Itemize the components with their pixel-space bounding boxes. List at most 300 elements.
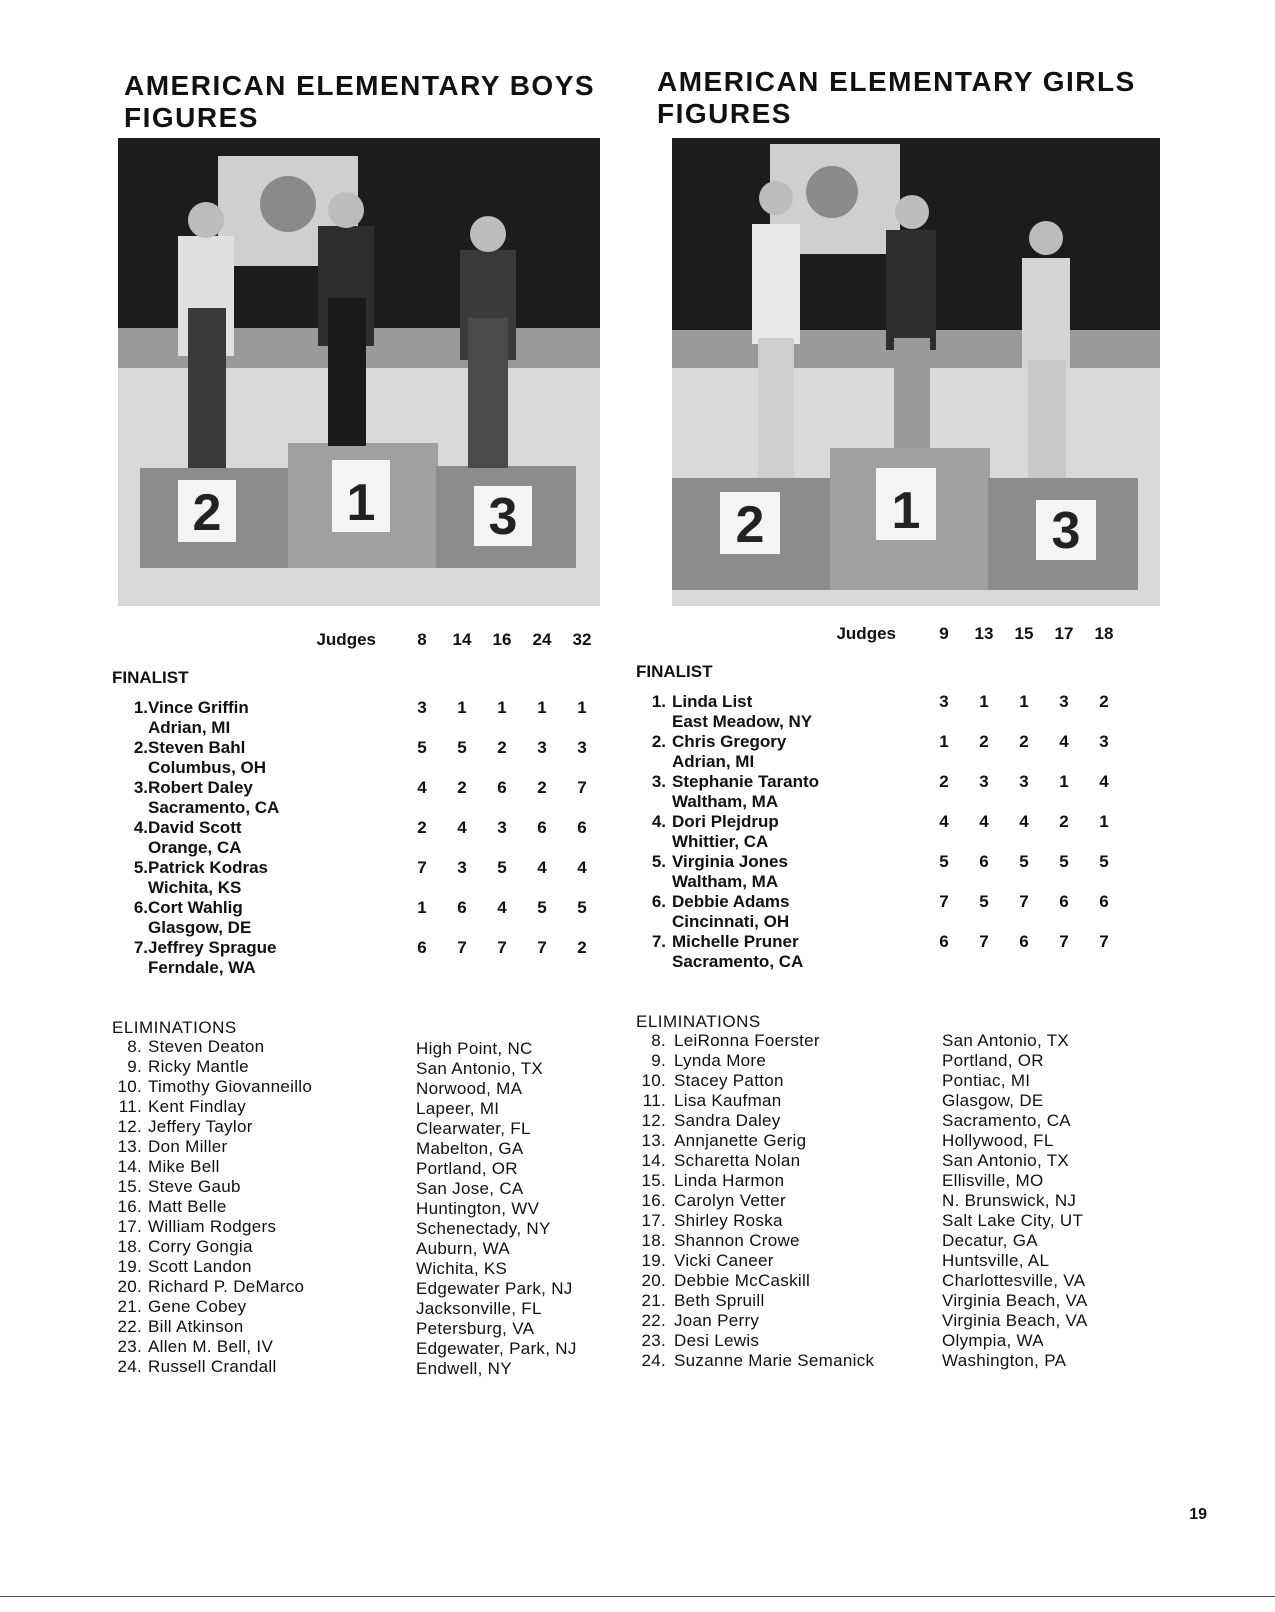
- finalist-score: 4: [537, 858, 547, 877]
- finalist-rank: 3.: [133, 778, 148, 797]
- girls-judges-row: [652, 624, 1152, 648]
- finalist-name: Patrick Kodras: [148, 858, 268, 877]
- finalist-score: 4: [1059, 732, 1069, 751]
- elimination-row: [112, 1117, 652, 1137]
- elimination-city: Huntington, WV: [416, 1199, 540, 1218]
- elimination-rank: 19.: [117, 1257, 142, 1276]
- finalist-score: 5: [1059, 852, 1069, 871]
- elimination-city: Mabelton, GA: [416, 1139, 524, 1158]
- finalist-score: 4: [1019, 812, 1029, 831]
- elimination-city: Auburn, WA: [416, 1239, 511, 1258]
- elimination-name: LeiRonna Foerster: [674, 1031, 820, 1050]
- elimination-row: [112, 1317, 652, 1337]
- girls-judge-number: 9: [939, 624, 949, 643]
- elimination-city: Pontiac, MI: [942, 1071, 1031, 1090]
- finalist-score: 3: [939, 692, 949, 711]
- finalist-city: Adrian, MI: [672, 752, 755, 771]
- girls-title-line2: FIGURES: [657, 98, 792, 129]
- elimination-city: Edgewater, Park, NJ: [416, 1339, 577, 1358]
- elimination-name: Sandra Daley: [674, 1111, 781, 1130]
- finalist-row: [652, 892, 1152, 932]
- finalist-score: 3: [1059, 692, 1069, 711]
- finalist-name: Robert Daley: [148, 778, 253, 797]
- elimination-row: [642, 1091, 1192, 1111]
- elimination-city: Decatur, GA: [942, 1231, 1038, 1250]
- elimination-rank: 23.: [117, 1337, 142, 1356]
- elimination-rank: 24.: [641, 1351, 666, 1370]
- finalist-score: 5: [497, 858, 507, 877]
- finalist-score: 6: [1019, 932, 1029, 951]
- elimination-name: William Rodgers: [148, 1217, 277, 1236]
- elimination-city: Portland, OR: [942, 1051, 1044, 1070]
- girls-podium-number-2: 2: [735, 496, 765, 554]
- finalist-score: 2: [537, 778, 547, 797]
- boys-judge-number: 24: [532, 630, 552, 649]
- elimination-name: Beth Spruill: [674, 1291, 765, 1310]
- elimination-rank: 15.: [117, 1177, 142, 1196]
- girls-eliminations-heading: ELIMINATIONS: [636, 1012, 761, 1031]
- elimination-name: Jeffery Taylor: [148, 1117, 253, 1136]
- finalist-city: Waltham, MA: [672, 792, 779, 811]
- elimination-rank: 21.: [641, 1291, 666, 1310]
- finalist-score: 7: [1019, 892, 1029, 911]
- girls-eliminations-list: [641, 1031, 1192, 1371]
- finalist-row: [652, 932, 1152, 972]
- elimination-name: Shirley Roska: [674, 1211, 783, 1230]
- elimination-rank: 19.: [641, 1251, 666, 1270]
- girls-finalist-list: [652, 692, 1152, 972]
- finalist-score: 1: [1099, 812, 1109, 831]
- finalist-city: Adrian, MI: [148, 718, 231, 737]
- finalist-rank: 4.: [651, 812, 666, 831]
- elimination-row: [112, 1157, 652, 1177]
- finalist-score: 3: [1019, 772, 1029, 791]
- finalist-score: 6: [537, 818, 547, 837]
- finalist-city: Waltham, MA: [672, 872, 779, 891]
- finalist-name: Cort Wahlig: [148, 898, 243, 917]
- elimination-rank: 17.: [641, 1211, 666, 1230]
- finalist-score: 3: [497, 818, 507, 837]
- elimination-row: [641, 1171, 1192, 1191]
- finalist-score: 7: [939, 892, 949, 911]
- finalist-row: [112, 778, 612, 818]
- elimination-rank: 10.: [117, 1077, 142, 1096]
- elimination-name: Timothy Giovanneillo: [148, 1077, 313, 1096]
- elimination-city: Sacramento, CA: [942, 1111, 1071, 1130]
- elimination-row: [641, 1311, 1192, 1331]
- finalist-score: 1: [1019, 692, 1029, 711]
- finalist-rank: 1.: [133, 698, 148, 717]
- finalist-name: Dori Plejdrup: [672, 812, 779, 831]
- boys-title: [124, 70, 595, 134]
- finalist-score: 7: [457, 938, 467, 957]
- elimination-city: Wichita, KS: [416, 1259, 508, 1278]
- elimination-rank: 22.: [641, 1311, 666, 1330]
- elimination-row: [112, 1357, 652, 1377]
- boys-eliminations-list: [112, 1037, 652, 1377]
- finalist-score: 7: [537, 938, 547, 957]
- finalist-score: 5: [1019, 852, 1029, 871]
- elimination-city: Virginia Beach, VA: [942, 1311, 1088, 1330]
- elimination-name: Ricky Mantle: [148, 1057, 249, 1076]
- finalist-city: Ferndale, WA: [148, 958, 256, 977]
- finalist-score: 1: [1059, 772, 1069, 791]
- elimination-name: Allen M. Bell, IV: [148, 1337, 274, 1356]
- girls-judge-number: 17: [1054, 624, 1074, 643]
- finalist-city: Whittier, CA: [672, 832, 769, 851]
- finalist-score: 5: [979, 892, 989, 911]
- elimination-row: [112, 1097, 652, 1117]
- elimination-city: Charlottesville, VA: [942, 1271, 1086, 1290]
- finalist-rank: 2.: [133, 738, 148, 757]
- elimination-name: Annjanette Gerig: [674, 1131, 807, 1150]
- elimination-name: Shannon Crowe: [674, 1231, 800, 1250]
- finalist-score: 1: [979, 692, 989, 711]
- elimination-city: N. Brunswick, NJ: [942, 1191, 1077, 1210]
- elimination-name: Vicki Caneer: [674, 1251, 774, 1270]
- elimination-row: [112, 1217, 652, 1237]
- elimination-name: Gene Cobey: [148, 1297, 247, 1316]
- finalist-score: 6: [457, 898, 467, 917]
- finalist-rank: 4.: [133, 818, 148, 837]
- finalist-score: 1: [417, 898, 427, 917]
- finalist-score: 5: [457, 738, 467, 757]
- finalist-rank: 1.: [651, 692, 666, 711]
- elimination-name: Steven Deaton: [148, 1037, 265, 1056]
- elimination-rank: 11.: [642, 1091, 666, 1110]
- finalist-row: [652, 852, 1152, 892]
- finalist-score: 2: [1019, 732, 1029, 751]
- girls-judge-number: 13: [974, 624, 994, 643]
- elimination-row: [641, 1231, 1192, 1251]
- boys-title-line2: FIGURES: [124, 102, 259, 133]
- elimination-row: [641, 1351, 1192, 1371]
- elimination-rank: 18.: [641, 1231, 666, 1250]
- finalist-row: [112, 898, 612, 938]
- elimination-rank: 24.: [117, 1357, 142, 1376]
- finalist-name: Steven Bahl: [148, 738, 246, 757]
- finalist-score: 4: [1099, 772, 1109, 791]
- elimination-name: Steve Gaub: [148, 1177, 241, 1196]
- finalist-score: 2: [457, 778, 467, 797]
- finalist-score: 4: [939, 812, 949, 831]
- elimination-name: Suzanne Marie Semanick: [674, 1351, 875, 1370]
- elimination-rank: 18.: [117, 1237, 142, 1256]
- girls-podium-number-1: 1: [891, 482, 921, 540]
- elimination-name: Bill Atkinson: [148, 1317, 244, 1336]
- elimination-name: Stacey Patton: [674, 1071, 784, 1090]
- boys-judge-number: 14: [452, 630, 472, 649]
- elimination-row: [112, 1077, 652, 1097]
- elimination-row: [641, 1291, 1192, 1311]
- finalist-rank: 5.: [133, 858, 148, 877]
- elimination-city: Salt Lake City, UT: [942, 1211, 1084, 1230]
- finalist-city: Cincinnati, OH: [672, 912, 790, 931]
- elimination-rank: 8.: [651, 1031, 666, 1050]
- finalist-score: 3: [577, 738, 587, 757]
- finalist-name: Virginia Jones: [672, 852, 788, 871]
- elimination-city: Olympia, WA: [942, 1331, 1044, 1350]
- finalist-score: 7: [979, 932, 989, 951]
- elimination-rank: 11.: [118, 1097, 142, 1116]
- elimination-city: Edgewater Park, NJ: [416, 1279, 573, 1298]
- finalist-score: 7: [1059, 932, 1069, 951]
- girls-title: [657, 66, 1136, 130]
- finalist-score: 4: [497, 898, 507, 917]
- boys-podium-number-1: 1: [346, 474, 376, 532]
- finalist-row: [652, 732, 1152, 772]
- elimination-rank: 9.: [651, 1051, 666, 1070]
- elimination-row: [652, 1051, 1192, 1071]
- finalist-name: David Scott: [148, 818, 242, 837]
- finalist-row: [112, 938, 612, 978]
- finalist-rank: 6.: [133, 898, 148, 917]
- finalist-name: Michelle Pruner: [672, 932, 799, 951]
- finalist-row: [652, 692, 1152, 732]
- elimination-row: [641, 1071, 1192, 1091]
- finalist-score: 7: [1099, 932, 1109, 951]
- girls-section: [636, 0, 1192, 1612]
- finalist-score: 1: [497, 698, 507, 717]
- elimination-row: [112, 1037, 652, 1057]
- finalist-city: Columbus, OH: [148, 758, 267, 777]
- elimination-city: Hollywood, FL: [942, 1131, 1054, 1150]
- finalist-score: 6: [1099, 892, 1109, 911]
- girls-podium-number-3: 3: [1051, 502, 1081, 560]
- elimination-name: Debbie McCaskill: [674, 1271, 811, 1290]
- finalist-score: 4: [457, 818, 467, 837]
- elimination-rank: 16.: [641, 1191, 666, 1210]
- elimination-name: Corry Gongia: [148, 1237, 253, 1256]
- finalist-score: 4: [417, 778, 427, 797]
- elimination-name: Lynda More: [674, 1051, 767, 1070]
- finalist-score: 7: [417, 858, 427, 877]
- elimination-row: [641, 1331, 1192, 1351]
- elimination-rank: 14.: [117, 1157, 142, 1176]
- finalist-score: 4: [577, 858, 587, 877]
- girls-podium-photo: [672, 138, 1160, 606]
- finalist-name: Stephanie Taranto: [672, 772, 820, 791]
- elimination-rank: 22.: [117, 1317, 142, 1336]
- elimination-row: [112, 1197, 652, 1217]
- elimination-city: Jacksonville, FL: [416, 1299, 542, 1318]
- finalist-score: 3: [979, 772, 989, 791]
- elimination-row: [112, 1337, 652, 1357]
- elimination-row: [112, 1057, 652, 1077]
- elimination-name: Kent Findlay: [148, 1097, 247, 1116]
- elimination-city: Petersburg, VA: [416, 1319, 535, 1338]
- boys-podium-number-3: 3: [488, 488, 518, 546]
- elimination-row: [641, 1111, 1192, 1131]
- finalist-score: 3: [457, 858, 467, 877]
- boys-finalist-heading: FINALIST: [112, 668, 189, 687]
- elimination-row: [641, 1271, 1192, 1291]
- elimination-name: Richard P. DeMarco: [148, 1277, 305, 1296]
- elimination-rank: 13.: [117, 1137, 142, 1156]
- finalist-rank: 3.: [651, 772, 666, 791]
- elimination-rank: 15.: [641, 1171, 666, 1190]
- boys-eliminations-heading: ELIMINATIONS: [112, 1018, 237, 1037]
- boys-podium-photo: [118, 138, 600, 606]
- finalist-rank: 7.: [133, 938, 148, 957]
- finalist-score: 1: [457, 698, 467, 717]
- boys-section: [112, 0, 652, 1612]
- elimination-name: Joan Perry: [674, 1311, 760, 1330]
- finalist-name: Debbie Adams: [672, 892, 790, 911]
- finalist-score: 3: [1099, 732, 1109, 751]
- finalist-score: 6: [939, 932, 949, 951]
- elimination-name: Don Miller: [148, 1137, 228, 1156]
- finalist-name: Jeffrey Sprague: [148, 938, 277, 957]
- elimination-city: San Antonio, TX: [416, 1059, 544, 1078]
- boys-title-line1: AMERICAN ELEMENTARY BOYS: [124, 70, 596, 101]
- finalist-score: 2: [979, 732, 989, 751]
- finalist-city: Sacramento, CA: [148, 798, 280, 817]
- finalist-score: 3: [417, 698, 427, 717]
- elimination-rank: 20.: [641, 1271, 666, 1290]
- elimination-city: San Jose, CA: [416, 1179, 524, 1198]
- page-number: 19: [1189, 1506, 1207, 1523]
- finalist-rank: 5.: [651, 852, 666, 871]
- elimination-rank: 20.: [117, 1277, 142, 1296]
- finalist-score: 2: [497, 738, 507, 757]
- elimination-city: Clearwater, FL: [416, 1119, 531, 1138]
- elimination-rank: 10.: [641, 1071, 666, 1090]
- elimination-rank: 16.: [117, 1197, 142, 1216]
- finalist-score: 6: [577, 818, 587, 837]
- finalist-score: 1: [537, 698, 547, 717]
- elimination-city: Norwood, MA: [416, 1079, 523, 1098]
- finalist-score: 7: [577, 778, 587, 797]
- finalist-score: 3: [537, 738, 547, 757]
- elimination-city: Lapeer, MI: [416, 1099, 500, 1118]
- finalist-city: Glasgow, DE: [148, 918, 252, 937]
- elimination-city: Washington, PA: [942, 1351, 1067, 1370]
- finalist-score: 5: [417, 738, 427, 757]
- finalist-score: 1: [939, 732, 949, 751]
- elimination-rank: 13.: [641, 1131, 666, 1150]
- elimination-city: Huntsville, AL: [942, 1251, 1050, 1270]
- elimination-row: [652, 1031, 1192, 1051]
- elimination-rank: 8.: [127, 1037, 142, 1056]
- finalist-row: [112, 858, 612, 898]
- finalist-row: [112, 738, 612, 778]
- elimination-city: San Antonio, TX: [942, 1031, 1070, 1050]
- girls-title-line1: AMERICAN ELEMENTARY GIRLS: [657, 66, 1136, 97]
- boys-judges-label: Judges: [316, 630, 376, 649]
- finalist-score: 4: [979, 812, 989, 831]
- finalist-score: 2: [1099, 692, 1109, 711]
- elimination-row: [641, 1251, 1192, 1271]
- finalist-score: 2: [417, 818, 427, 837]
- finalist-name: Chris Gregory: [672, 732, 787, 751]
- elimination-rank: 17.: [117, 1217, 142, 1236]
- elimination-city: Endwell, NY: [416, 1359, 512, 1378]
- elimination-name: Lisa Kaufman: [674, 1091, 782, 1110]
- elimination-city: High Point, NC: [416, 1039, 533, 1058]
- elimination-name: Mike Bell: [148, 1157, 220, 1176]
- boys-podium-photo-art: [118, 138, 600, 606]
- girls-judge-number: 15: [1014, 624, 1034, 643]
- elimination-rank: 21.: [117, 1297, 142, 1316]
- finalist-score: 6: [1059, 892, 1069, 911]
- finalist-score: 5: [577, 898, 587, 917]
- boys-finalist-list: [112, 698, 612, 978]
- girls-podium-photo-art: [672, 138, 1160, 606]
- finalist-score: 5: [1099, 852, 1109, 871]
- finalist-score: 2: [577, 938, 587, 957]
- finalist-score: 6: [417, 938, 427, 957]
- finalist-name: Linda List: [672, 692, 753, 711]
- finalist-score: 5: [939, 852, 949, 871]
- elimination-name: Russell Crandall: [148, 1357, 277, 1376]
- finalist-row: [652, 812, 1152, 852]
- finalist-rank: 7.: [651, 932, 666, 951]
- elimination-row: [112, 1257, 652, 1277]
- finalist-row: [112, 818, 612, 858]
- finalist-score: 6: [497, 778, 507, 797]
- finalist-score: 2: [1059, 812, 1069, 831]
- elimination-row: [641, 1151, 1192, 1171]
- elimination-name: Matt Belle: [148, 1197, 227, 1216]
- elimination-city: Virginia Beach, VA: [942, 1291, 1088, 1310]
- finalist-city: Orange, CA: [148, 838, 242, 857]
- finalist-score: 2: [939, 772, 949, 791]
- elimination-name: Desi Lewis: [674, 1331, 760, 1350]
- finalist-row: [652, 772, 1152, 812]
- elimination-row: [112, 1177, 652, 1197]
- elimination-city: Portland, OR: [416, 1159, 518, 1178]
- boys-podium-number-2: 2: [192, 484, 222, 542]
- finalist-name: Vince Griffin: [148, 698, 249, 717]
- finalist-row: [112, 698, 612, 738]
- elimination-name: Carolyn Vetter: [674, 1191, 786, 1210]
- elimination-rank: 12.: [641, 1111, 666, 1130]
- elimination-city: Glasgow, DE: [942, 1091, 1044, 1110]
- finalist-city: Wichita, KS: [148, 878, 242, 897]
- elimination-name: Linda Harmon: [674, 1171, 785, 1190]
- finalist-score: 7: [497, 938, 507, 957]
- girls-finalist-heading: FINALIST: [636, 662, 713, 681]
- finalist-city: East Meadow, NY: [672, 712, 813, 731]
- elimination-name: Scharetta Nolan: [674, 1151, 801, 1170]
- finalist-city: Sacramento, CA: [672, 952, 804, 971]
- elimination-city: San Antonio, TX: [942, 1151, 1070, 1170]
- elimination-city: Schenectady, NY: [416, 1219, 551, 1238]
- girls-judges-label: Judges: [836, 624, 896, 643]
- bottom-rule: [0, 1596, 1275, 1597]
- elimination-rank: 12.: [117, 1117, 142, 1136]
- elimination-rank: 9.: [127, 1057, 142, 1076]
- finalist-score: 6: [979, 852, 989, 871]
- boys-judge-number: 32: [572, 630, 592, 649]
- boys-judges-row: [112, 630, 612, 654]
- boys-judge-number: 16: [492, 630, 512, 649]
- finalist-rank: 2.: [651, 732, 666, 751]
- elimination-rank: 23.: [641, 1331, 666, 1350]
- elimination-row: [641, 1131, 1192, 1151]
- finalist-score: 1: [577, 698, 587, 717]
- elimination-row: [112, 1137, 652, 1157]
- elimination-row: [641, 1191, 1192, 1211]
- elimination-rank: 14.: [641, 1151, 666, 1170]
- elimination-name: Scott Landon: [148, 1257, 252, 1276]
- elimination-row: [112, 1277, 652, 1297]
- girls-judge-number: 18: [1094, 624, 1114, 643]
- finalist-rank: 6.: [651, 892, 666, 911]
- elimination-city: Ellisville, MO: [942, 1171, 1044, 1190]
- elimination-row: [112, 1237, 652, 1257]
